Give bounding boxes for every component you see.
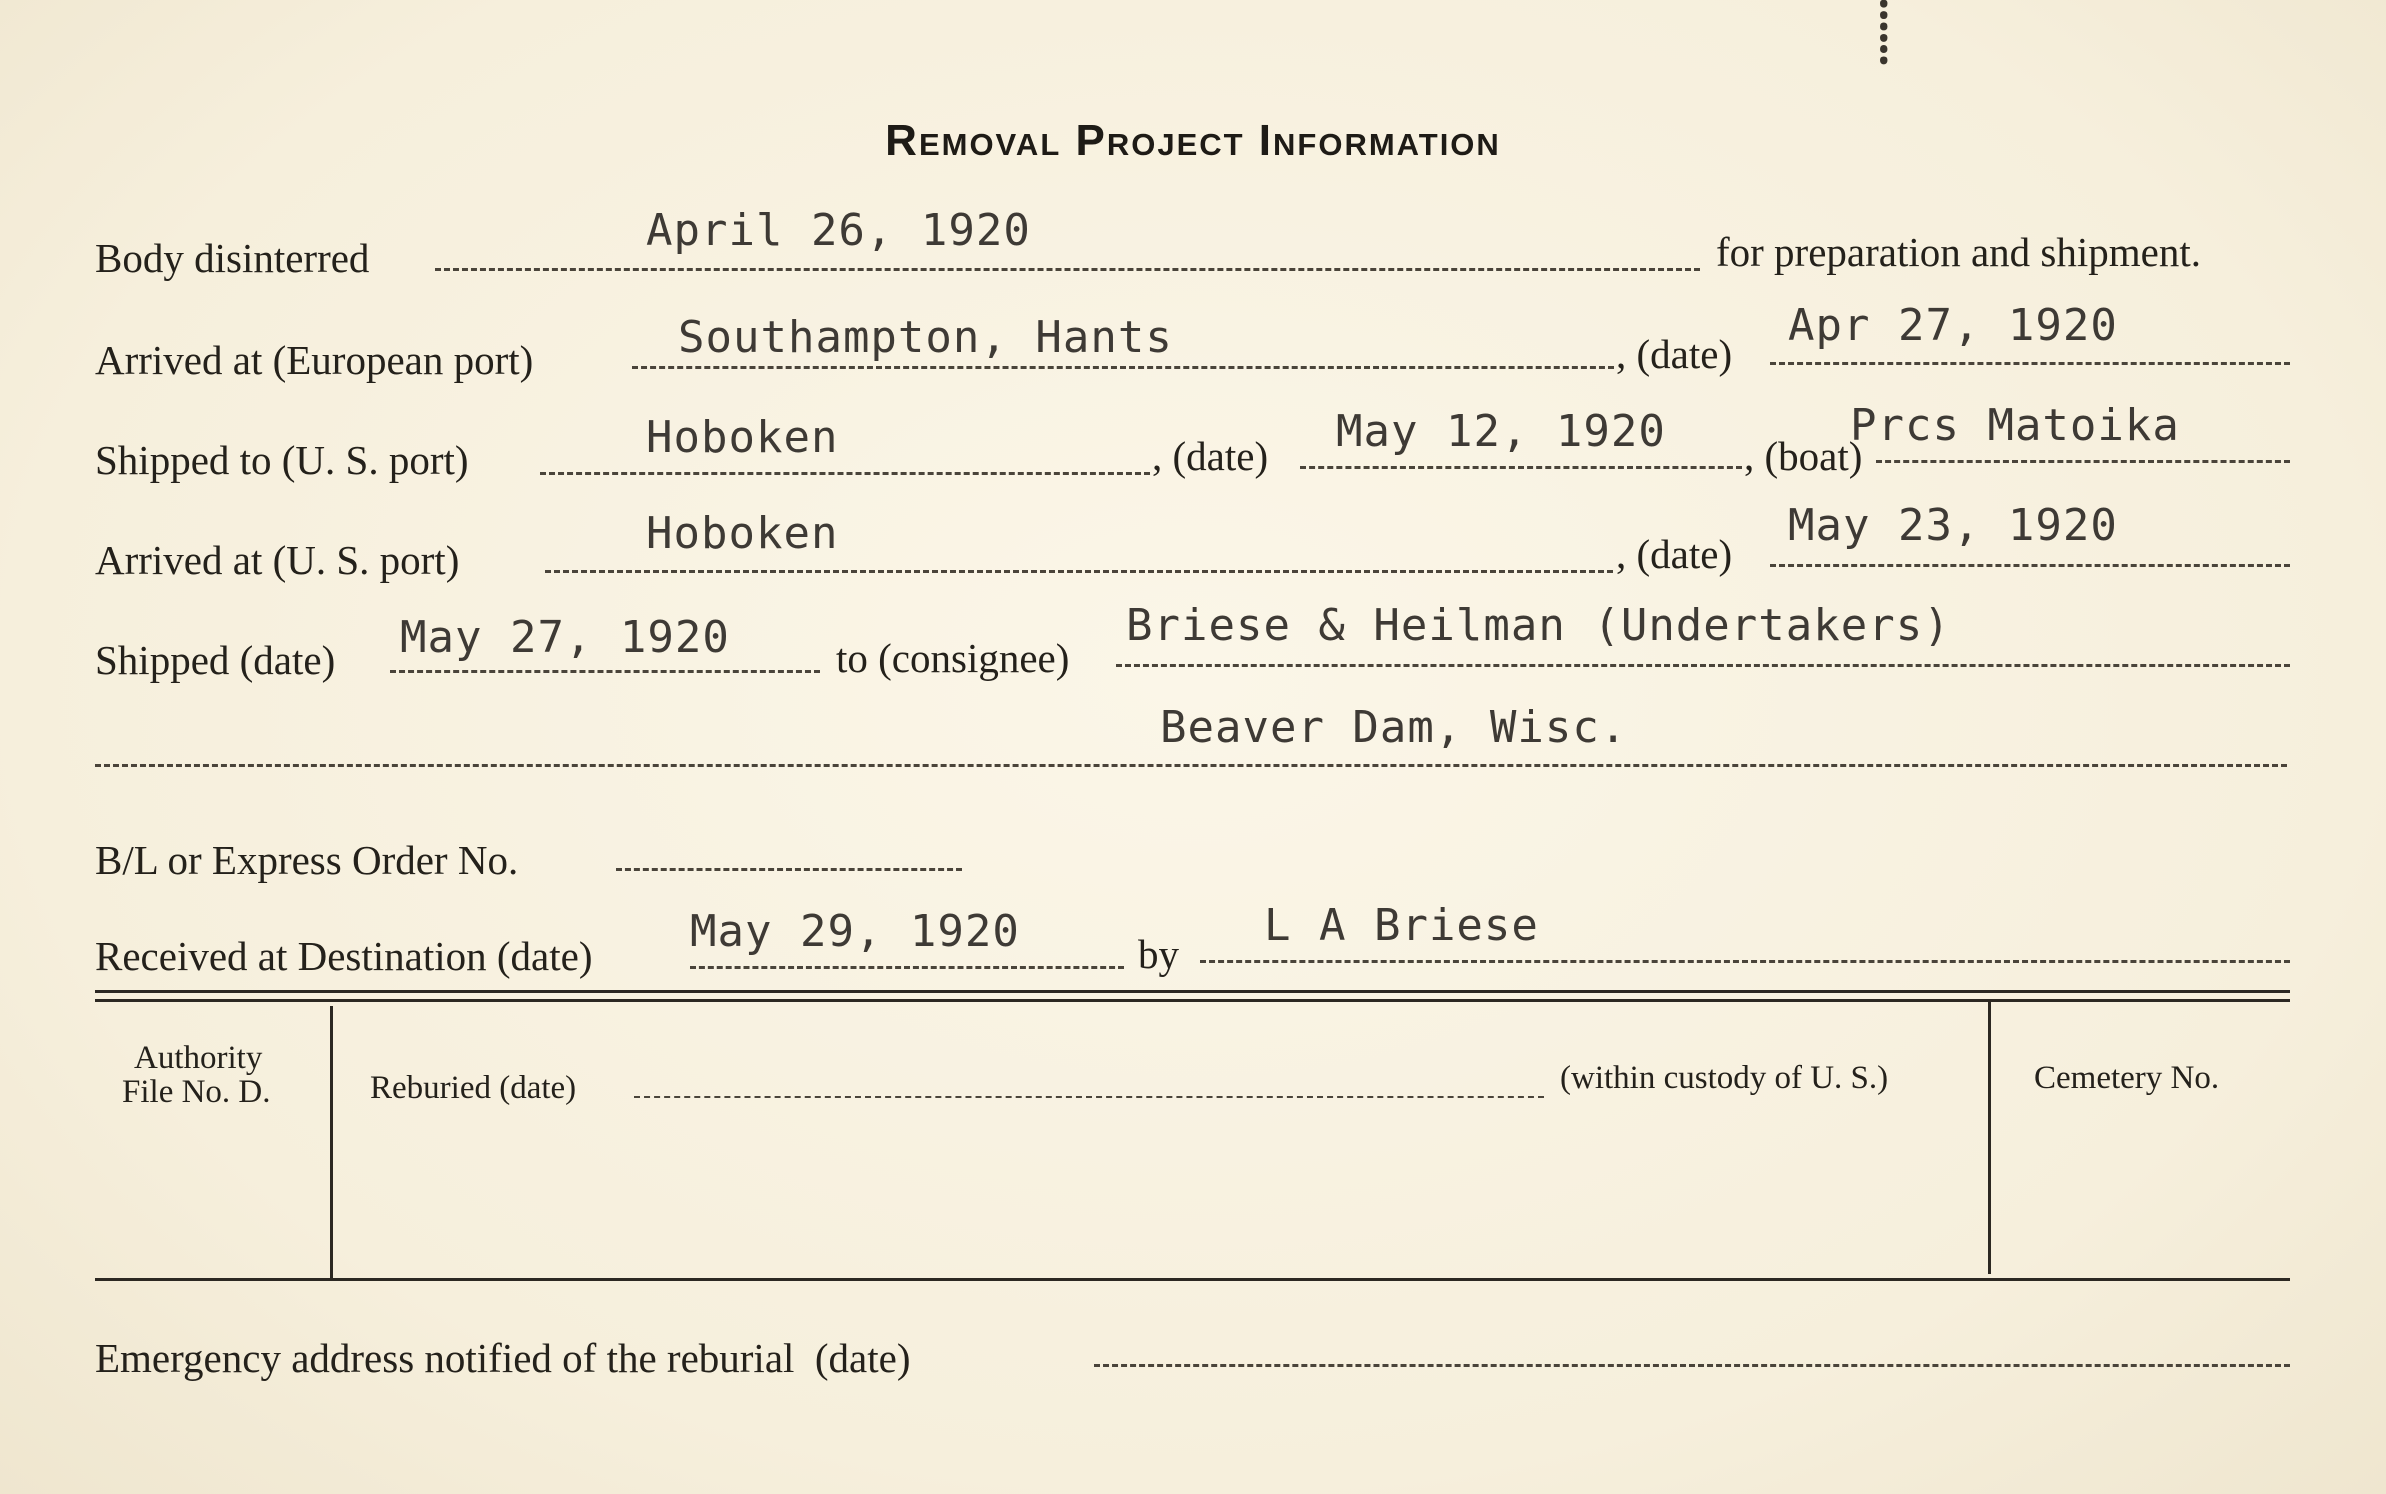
shipped-us-line [540, 472, 1150, 475]
received-by-label: by [1138, 931, 1179, 977]
box-divider-right [1988, 1000, 1991, 1274]
consignee-label: to (consignee) [836, 635, 1070, 681]
arrived-us-date-label: , (date) [1616, 531, 1733, 577]
arrived-europe-date-value: Apr 27, 1920 [1788, 300, 2118, 351]
box-divider-left [330, 1006, 333, 1280]
disinterred-suffix: for preparation and shipment. [1716, 229, 2202, 275]
authority-label-2: File No. D. [122, 1074, 271, 1110]
reburied-label: Reburied (date) [370, 1070, 577, 1106]
authority-label-1: Authority [134, 1040, 263, 1076]
arrived-us-date-value: May 23, 1920 [1788, 500, 2118, 551]
double-rule-bottom [95, 999, 2290, 1002]
received-line [690, 966, 1124, 969]
shipped-date-label: Shipped (date) [95, 637, 336, 683]
cemetery-label: Cemetery No. [2034, 1060, 2220, 1096]
received-value: May 29, 1920 [690, 906, 1020, 957]
shipped-us-value: Hoboken [646, 412, 839, 463]
form-title: Removal Project Information [885, 116, 1501, 165]
shipped-us-boat-value: Prcs Matoika [1850, 400, 2180, 451]
arrived-us-value: Hoboken [646, 508, 839, 559]
arrived-us-label: Arrived at (U. S. port) [95, 537, 460, 583]
shipped-us-label: Shipped to (U. S. port) [95, 437, 469, 483]
shipped-us-date-line [1300, 466, 1742, 469]
shipped-us-date-value: May 12, 1920 [1336, 406, 1666, 457]
reburied-line [634, 1096, 1544, 1098]
disinterred-line [435, 268, 1700, 271]
custody-label: (within custody of U. S.) [1560, 1060, 1889, 1096]
disinterred-label: Body disinterred [95, 235, 370, 281]
shipped-us-boat-label: , (boat) [1744, 433, 1863, 479]
shipped-date-line [390, 670, 820, 673]
bl-order-line [616, 868, 962, 871]
ink-mark: ⸽ [1876, 0, 1892, 67]
shipped-us-boat-line [1876, 460, 2290, 463]
arrived-europe-value: Southampton, Hants [678, 312, 1173, 363]
arrived-europe-line [632, 366, 1614, 369]
consignee-value: Briese & Heilman (Undertakers) [1126, 600, 1951, 651]
consignee-address: Beaver Dam, Wisc. [1160, 702, 1628, 753]
received-by-value: L A Briese [1264, 900, 1539, 951]
emergency-label: Emergency address notified of the reburial (date) [95, 1335, 911, 1381]
shipped-date-value: May 27, 1920 [400, 612, 730, 663]
bl-order-label: B/L or Express Order No. [95, 837, 519, 883]
consignee-line-2 [95, 764, 2287, 767]
consignee-line [1116, 664, 2290, 667]
received-label: Received at Destination (date) [95, 933, 593, 979]
arrived-europe-date-line [1770, 362, 2290, 365]
disinterred-value: April 26, 1920 [646, 205, 1031, 256]
arrived-us-date-line [1770, 564, 2290, 567]
double-rule-top [95, 990, 2290, 993]
arrived-europe-label: Arrived at (European port) [95, 337, 534, 383]
shipped-us-date-label: , (date) [1152, 433, 1269, 479]
emergency-line [1094, 1364, 2290, 1367]
arrived-europe-date-label: , (date) [1616, 331, 1733, 377]
arrived-us-line [545, 570, 1613, 573]
box-bottom-rule [95, 1278, 2290, 1281]
received-by-line [1200, 960, 2290, 963]
